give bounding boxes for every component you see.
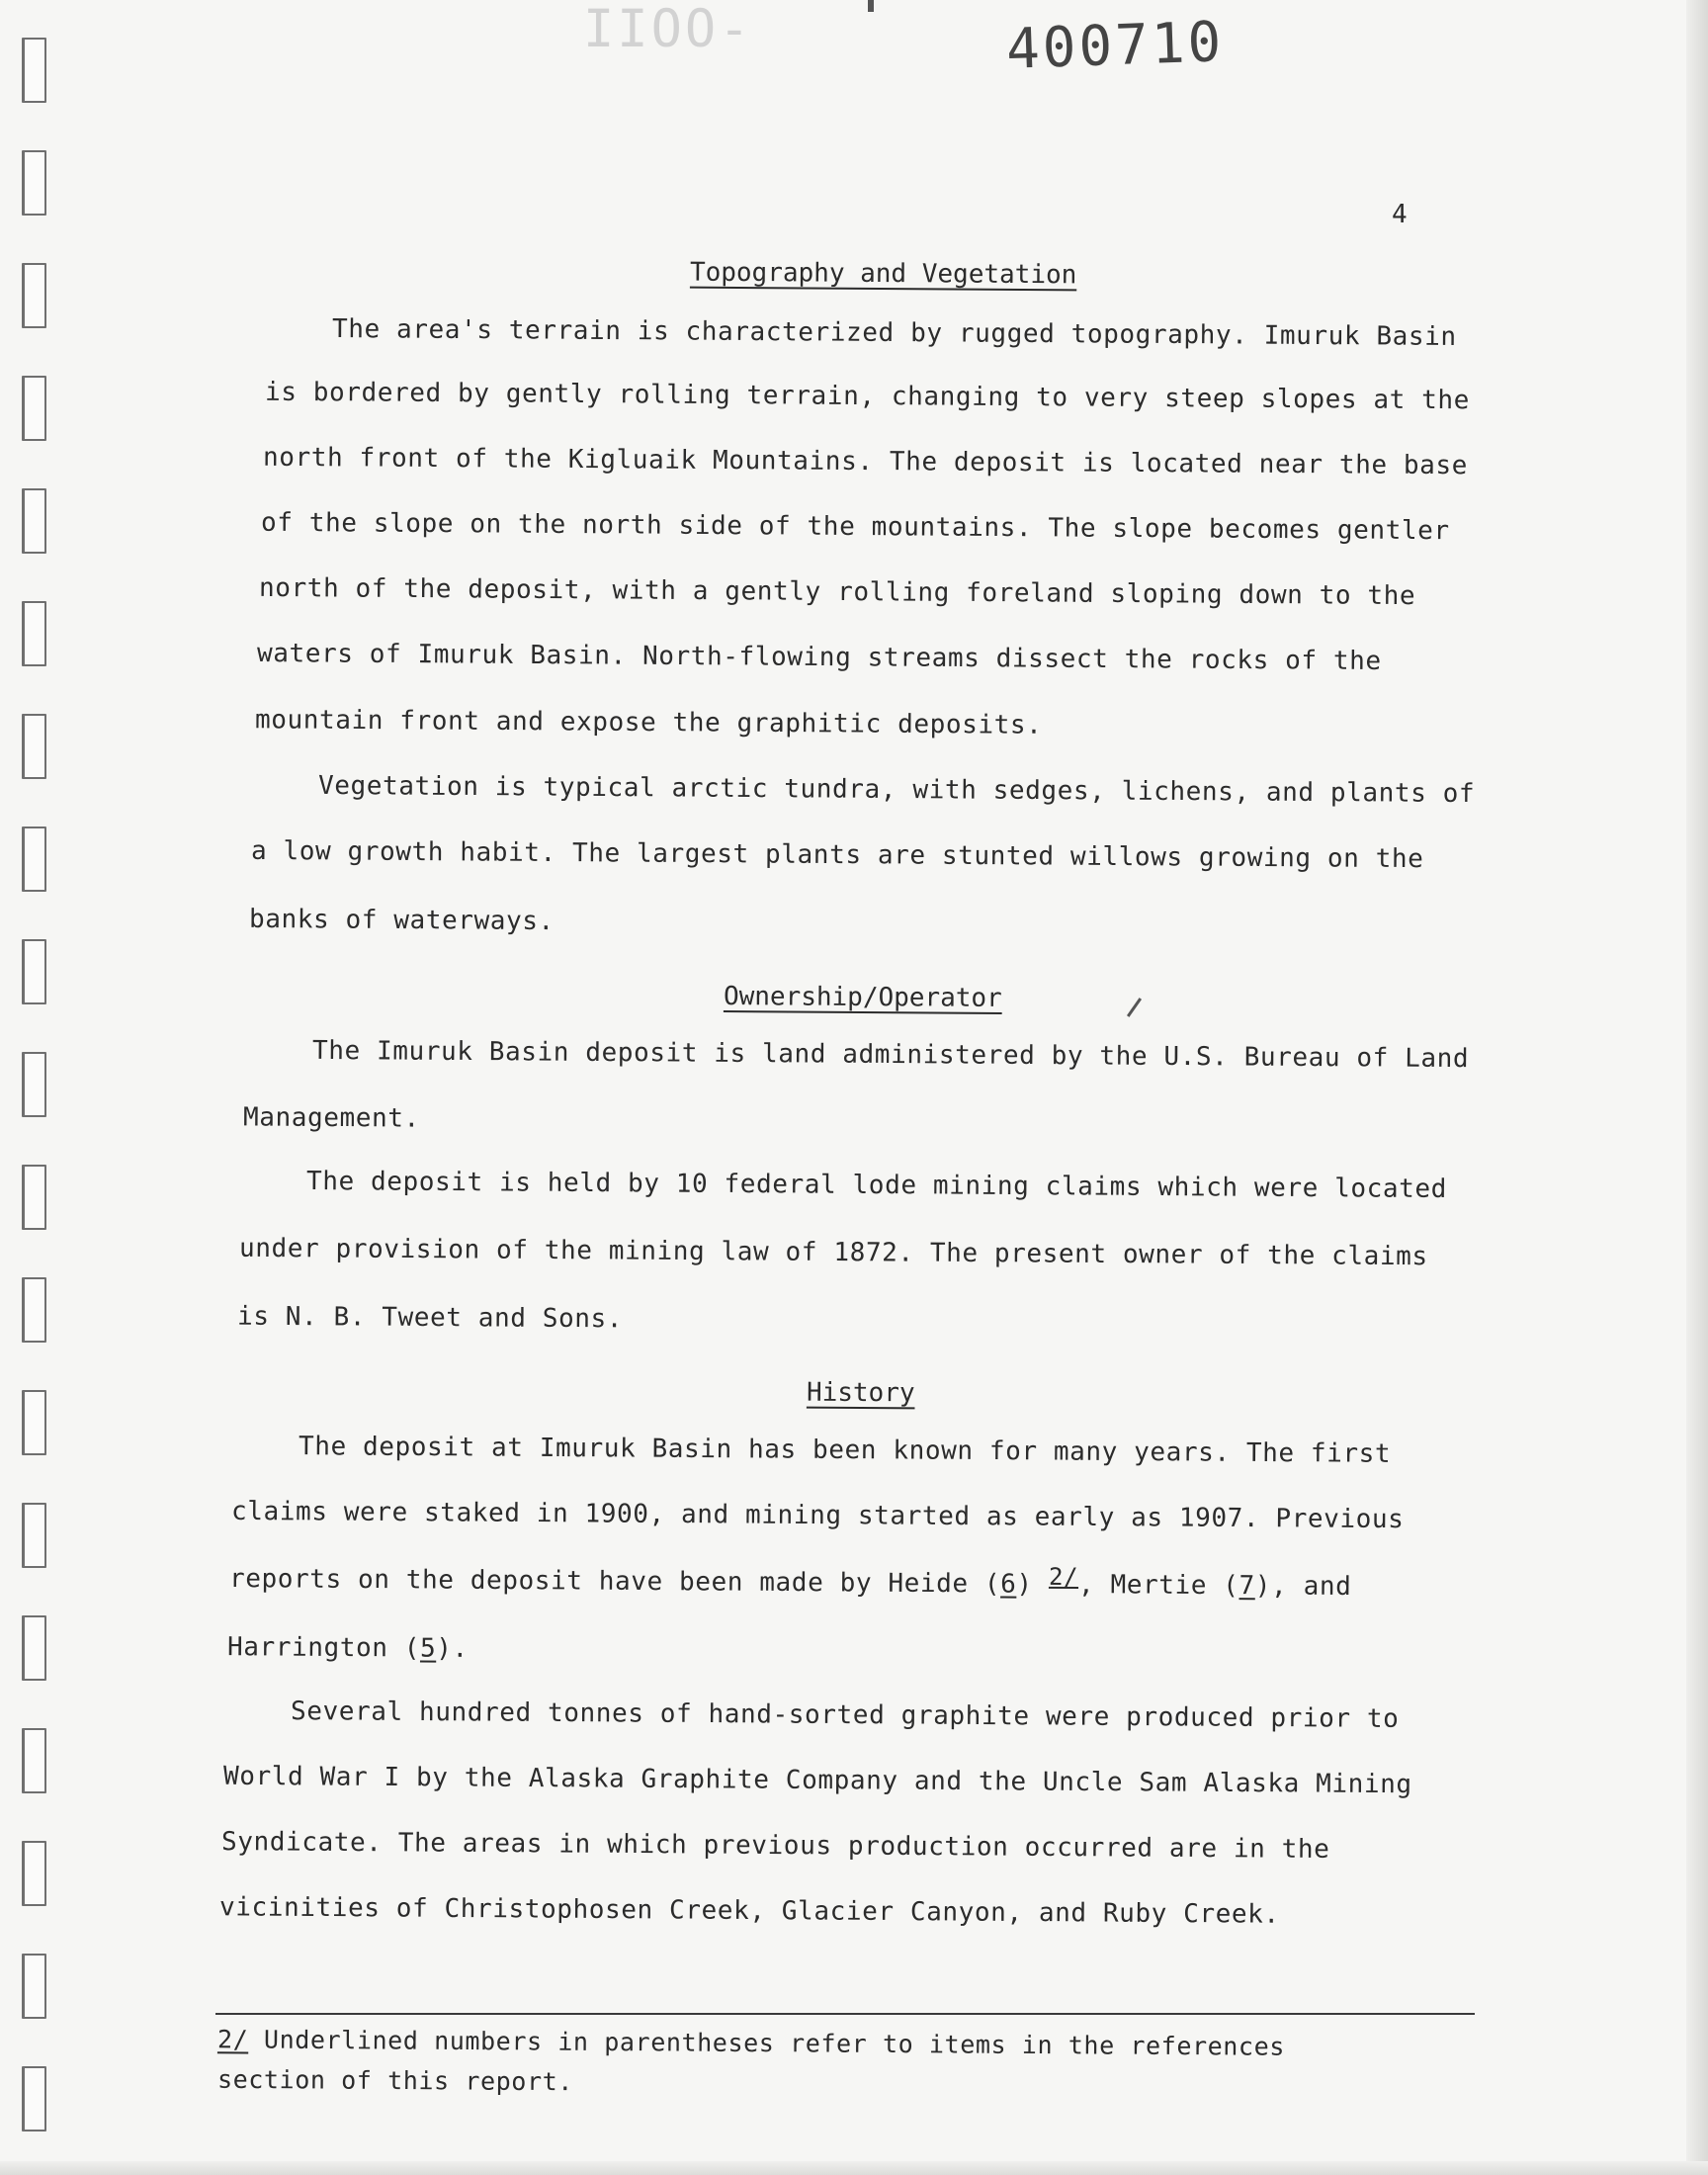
- punch-hole: [22, 714, 46, 779]
- paragraph-line: World War I by the Alaska Graphite Company and the Uncle Sam Alaska Mining: [222, 1761, 1412, 1800]
- footnote-text: Underlined numbers in parentheses refer to items in the references: [248, 2025, 1286, 2061]
- pen-mark: [1127, 998, 1142, 1017]
- punch-hole: [22, 1165, 46, 1230]
- paragraph-line: mountain front and expose the graphitic deposits.: [254, 705, 1043, 740]
- paragraph-line: north of the deposit, with a gently rolling foreland sloping down to the: [258, 572, 1416, 612]
- citation-text: ), and: [1254, 1571, 1352, 1602]
- paragraph-line: of the slope on the north side of the mountains. The slope becomes gentler: [260, 507, 1450, 547]
- paragraph-line: under provision of the mining law of 1872. The present owner of the claims: [238, 1233, 1428, 1272]
- page-number: 4: [1392, 200, 1408, 229]
- punch-hole: [22, 1503, 46, 1568]
- footnote-line: section of this report.: [216, 2064, 574, 2097]
- citation-number: 5: [419, 1633, 437, 1664]
- paragraph-line: The deposit is held by 10 federal lode mining claims which were located: [305, 1166, 1448, 1205]
- punch-hole: [22, 2066, 46, 2132]
- paragraph-line: a low growth habit. The largest plants are stunted willows growing on the: [250, 835, 1424, 875]
- paragraph-line-with-citations: [227, 1632, 469, 1664]
- paragraph-line: is bordered by gently rolling terrain, changing to very steep slopes at the: [264, 377, 1471, 416]
- citation-text: reports on the deposit have been made by Heide (: [228, 1564, 1001, 1600]
- punch-hole: [22, 1277, 46, 1343]
- punch-hole: [22, 1954, 46, 2019]
- citation-text: ).: [436, 1633, 469, 1664]
- punch-hole: [22, 1841, 46, 1906]
- paragraph-line: Several hundred tonnes of hand-sorted graphite were produced prior to: [290, 1696, 1400, 1734]
- paragraph-line: Vegetation is typical arctic tundra, with sedges, lichens, and plants of: [317, 770, 1476, 810]
- citation-text: ): [1016, 1569, 1050, 1600]
- citation-text: Harrington (: [226, 1632, 421, 1664]
- heading-ownership: Ownership/Operator: [723, 982, 1002, 1013]
- heading-topography: Topography and Vegetation: [689, 257, 1077, 291]
- footnote-divider: [215, 2013, 1475, 2015]
- punch-hole: [22, 1390, 46, 1455]
- punch-hole: [22, 939, 46, 1004]
- page-bottom-edge: [0, 2161, 1708, 2175]
- paragraph-line: Syndicate. The areas in which previous production occurred are in the: [220, 1827, 1330, 1865]
- citation-text: , Mertie (: [1077, 1570, 1239, 1602]
- paragraph-line: The area's terrain is characterized by rugged topography. Imuruk Basin: [331, 314, 1457, 352]
- paragraph-line: Management.: [242, 1102, 420, 1134]
- punch-hole: [22, 601, 46, 666]
- heading-history: History: [806, 1377, 915, 1409]
- punch-hole: [22, 488, 46, 554]
- page-edge-shadow: [1686, 0, 1708, 2175]
- footnote-marker: 2/: [216, 2025, 249, 2054]
- paragraph-line: The Imuruk Basin deposit is land administered by the U.S. Bureau of Land: [311, 1035, 1470, 1075]
- punch-hole: [22, 263, 46, 328]
- footnote-reference: 2/: [1048, 1562, 1079, 1592]
- paragraph-line: The deposit at Imuruk Basin has been known for many years. The first: [298, 1432, 1392, 1469]
- footnote-line: [217, 2025, 1285, 2061]
- punch-hole: [22, 1052, 46, 1117]
- bleed-through-stamp: ΙΙΟΟ-: [583, 0, 753, 59]
- document-stamp: 400710: [1004, 10, 1226, 82]
- paragraph-line: is N. B. Tweet and Sons.: [236, 1301, 624, 1335]
- paragraph-line: vicinities of Christophosen Creek, Glacier Canyon, and Ruby Creek.: [218, 1892, 1280, 1930]
- punch-hole: [22, 150, 46, 216]
- paragraph-line: claims were staked in 1900, and mining started as early as 1907. Previous: [230, 1496, 1405, 1535]
- citation-number: 7: [1238, 1571, 1255, 1602]
- punch-hole: [22, 1615, 46, 1681]
- punch-hole: [22, 826, 46, 892]
- top-tick-mark: [868, 0, 874, 12]
- punch-hole: [22, 38, 46, 103]
- punch-hole: [22, 1728, 46, 1793]
- paragraph-line: waters of Imuruk Basin. North-flowing streams dissect the rocks of the: [256, 639, 1382, 676]
- paragraph-line: banks of waterways.: [248, 904, 555, 937]
- paragraph-line-with-citations: [229, 1564, 1352, 1602]
- paragraph-line: north front of the Kigluaik Mountains. The deposit is located near the base: [262, 442, 1469, 481]
- punch-hole: [22, 376, 46, 441]
- citation-number: 6: [1000, 1569, 1017, 1600]
